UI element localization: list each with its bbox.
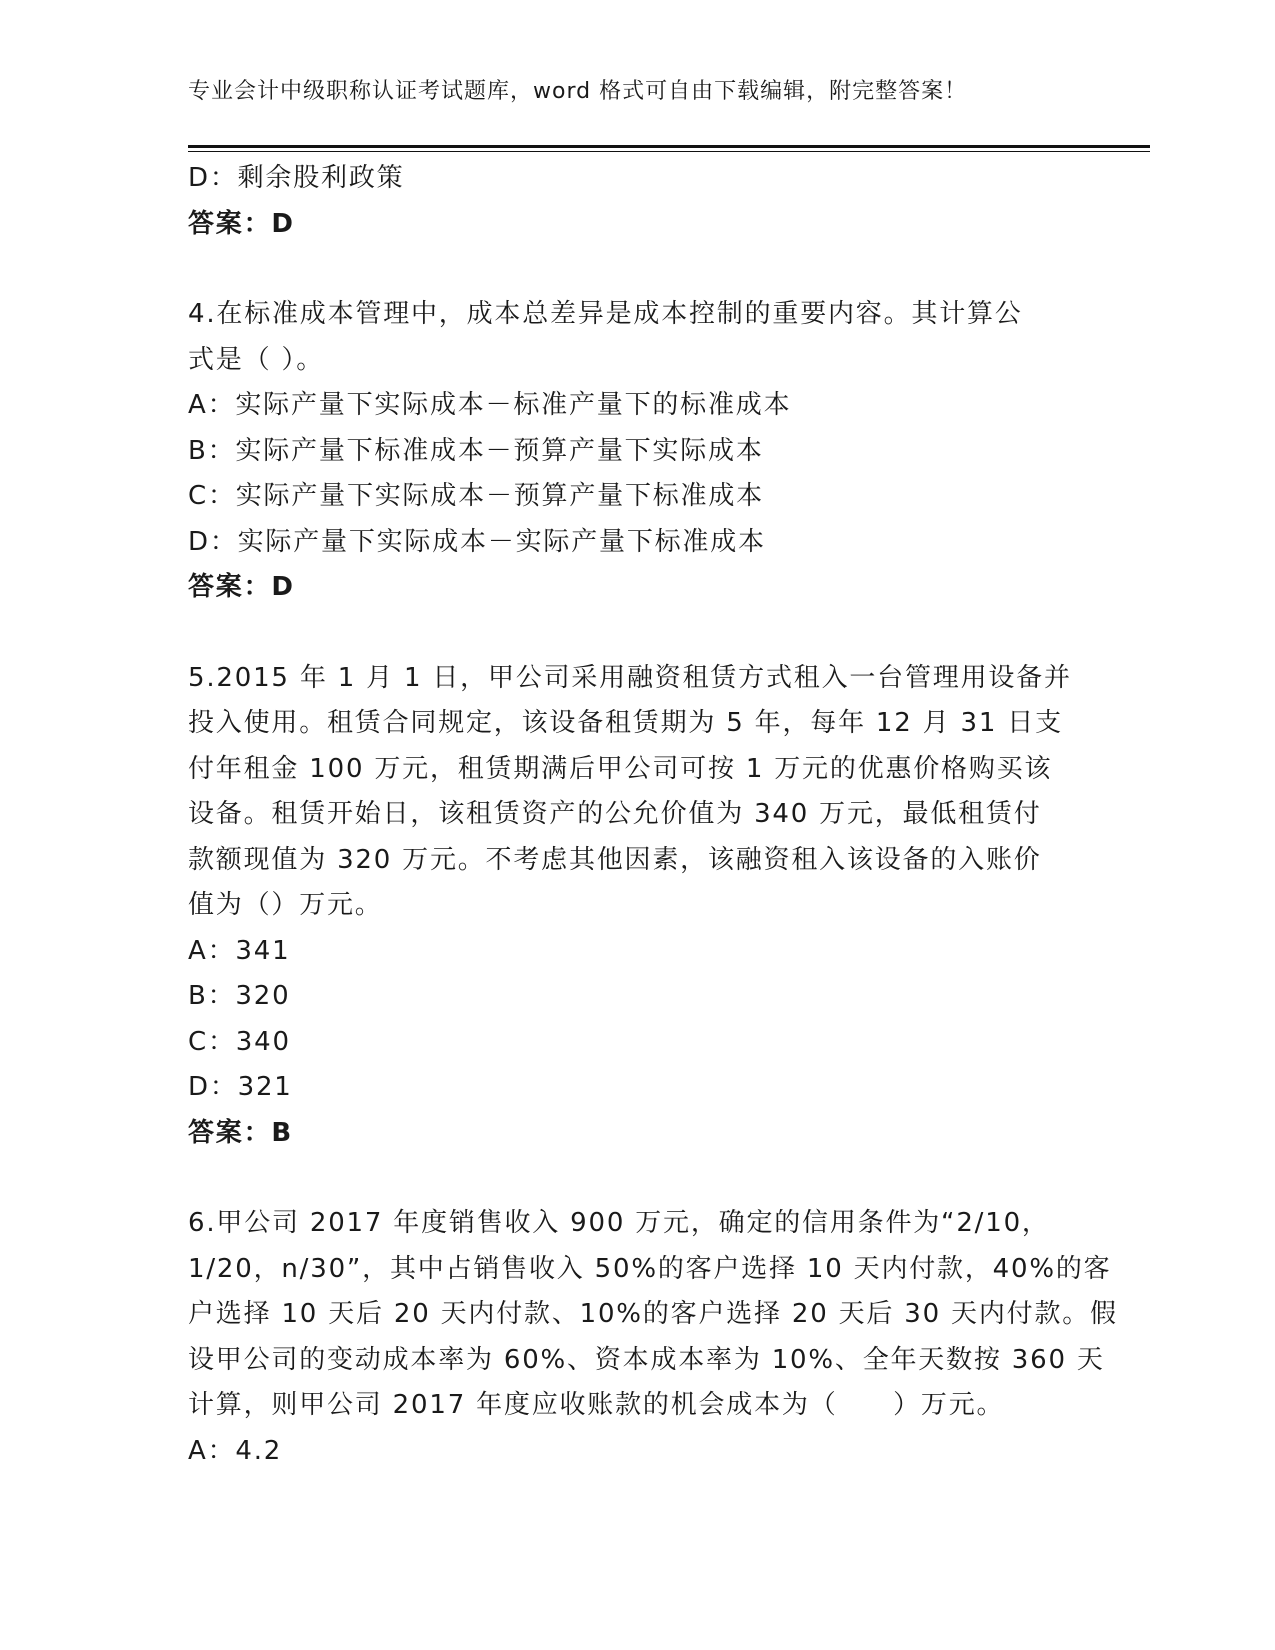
q5-stem-line: 付年租金 100 万元，租赁期满后甲公司可按 1 万元的优惠价格购买该 <box>188 753 1053 784</box>
q5-answer: 答案：B <box>188 1117 294 1148</box>
q4-option-d: D：实际产量下实际成本－实际产量下标准成本 <box>188 526 766 557</box>
question-spacer <box>188 247 1088 292</box>
q4-option-c: C：实际产量下实际成本－预算产量下标准成本 <box>188 481 764 511</box>
q5-option-a: A：341 <box>188 935 291 966</box>
q3-option-d: D：剩余股利政策 <box>188 163 405 193</box>
header-rule-thin <box>188 151 1150 152</box>
q5-stem-line: 设备。租赁开始日，该租赁资产的公允价值为 340 万元，最低租赁付 <box>188 799 1042 829</box>
header-rule-thick <box>188 145 1150 148</box>
q5-option-d: D：321 <box>188 1072 293 1102</box>
q5-stem-line: 5.2015 年 1 月 1 日，甲公司采用融资租赁方式租入一台管理用设备并 <box>188 662 1072 693</box>
q4-answer: 答案：D <box>188 572 295 602</box>
q6-stem-line: 计算，则甲公司 2017 年度应收账款的机会成本为（ ）万元。 <box>188 1390 1005 1420</box>
q6-stem-line: 6.甲公司 2017 年度销售收入 900 万元，确定的信用条件为“2/10， <box>188 1208 1050 1238</box>
q4-stem-line: 4.在标准成本管理中，成本总差异是成本控制的重要内容。其计算公 <box>188 299 1023 329</box>
q5-stem-line: 值为（）万元。 <box>188 890 383 920</box>
question-spacer <box>188 1156 1088 1201</box>
q6-stem-line: 户选择 10 天后 20 天内付款、10%的客户选择 20 天后 30 天内付款。假 <box>188 1299 1118 1329</box>
q6-stem-line: 1/20，n/30”，其中占销售收入 50%的客户选择 10 天内付款，40%的客 <box>188 1253 1112 1284</box>
q4-stem-line: 式是（ ）。 <box>188 344 325 375</box>
q5-stem-line: 投入使用。租赁合同规定，该设备租赁期为 5 年，每年 12 月 31 日支 <box>188 708 1063 738</box>
q4-option-a: A：实际产量下实际成本－标准产量下的标准成本 <box>188 390 792 420</box>
q4-option-b: B：实际产量下标准成本－预算产量下实际成本 <box>188 435 764 466</box>
document-body <box>188 156 1118 1474</box>
q3-answer: 答案：D <box>188 208 295 239</box>
q5-option-b: B：320 <box>188 981 291 1011</box>
q5-option-c: C：340 <box>188 1026 291 1057</box>
q5-stem-line: 款额现值为 320 万元。不考虑其他因素，该融资租入该设备的入账价 <box>188 844 1042 875</box>
q6-stem-line: 设甲公司的变动成本率为 60%、资本成本率为 10%、全年天数按 360 天 <box>188 1344 1105 1375</box>
question-spacer <box>188 611 1088 656</box>
q6-option-a: A：4.2 <box>188 1435 283 1466</box>
page-header: 专业会计中级职称认证考试题库，word 格式可自由下载编辑，附完整答案！ <box>188 79 968 104</box>
